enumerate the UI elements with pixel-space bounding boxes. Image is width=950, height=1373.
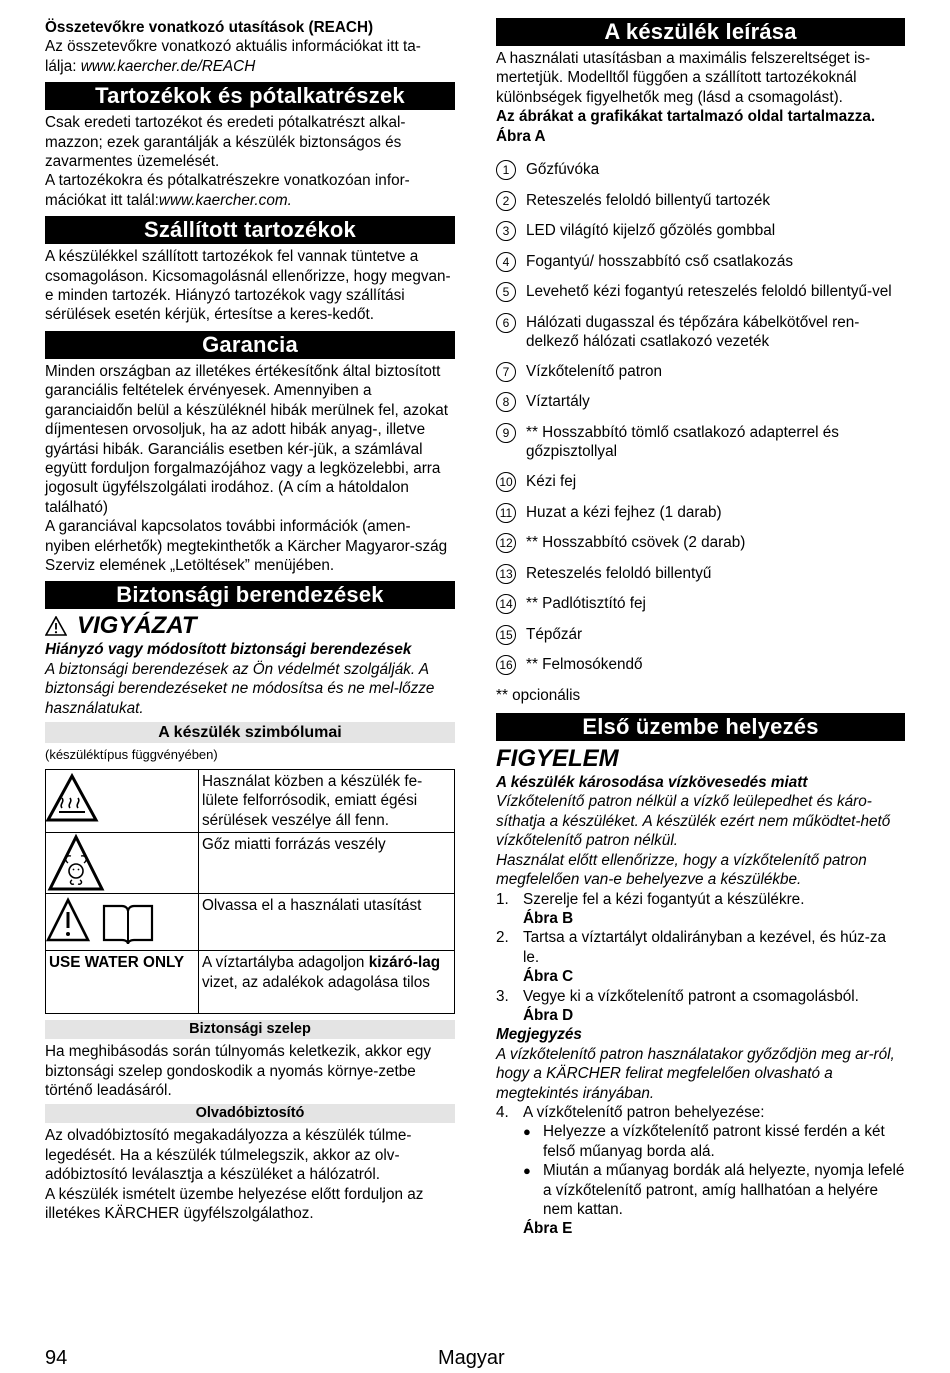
part-number: 1 <box>496 160 516 180</box>
step-figure-ref: Ábra B <box>523 909 574 927</box>
list-item <box>496 313 905 352</box>
list-item <box>496 221 905 241</box>
part-number: 15 <box>496 625 516 645</box>
valve-paragraph: Ha meghibásodás során túlnyomás keletkezik, akkor egy biztonsági szelep gondoskodik a nyomás környe-zetbe történő leadásáról. <box>45 1043 432 1099</box>
symbol-text: Olvassa el a használati utasítást <box>199 894 455 951</box>
symbol-row <box>46 769 455 832</box>
list-item <box>496 160 905 180</box>
part-label: ** Felmosókendő <box>526 656 643 674</box>
footer-language: Magyar <box>438 1347 505 1369</box>
fuse-heading: Olvadóbiztosító <box>45 1104 455 1123</box>
part-number: 7 <box>496 362 516 382</box>
accessories-paragraph-1: Csak eredeti tartozékot és eredeti pótalkatrészt alkal-mazzon; ezek garantálják a készülék biztonságos és zavarmentes üzemelését. <box>45 114 406 171</box>
warranty-paragraph-2: A garanciával kapcsolatos további információk (amen-nyiben elérhetők) megtekinthetők a Kärcher Magyaror-szág Szerviz elemének „Letöltések” menüjében. <box>45 518 448 574</box>
step-figure-ref: Ábra D <box>523 1006 574 1024</box>
part-label: Kézi fej <box>526 473 577 491</box>
step-item: 2. Tartsa a víztartályt oldalirányban a kezével, és húz-za le. <box>496 929 887 966</box>
note-title: Megjegyzés <box>496 1026 582 1044</box>
parts-list <box>496 160 905 675</box>
step-item: 4. A vízkőtelenítő patron behelyezése: <box>496 1103 765 1121</box>
figure-a-ref: Ábra A <box>496 127 546 145</box>
part-number: 2 <box>496 191 516 211</box>
valve-heading: Biztonsági szelep <box>45 1020 455 1039</box>
part-label: ** Padlótisztító fej <box>526 595 646 613</box>
symbol-icon-cell <box>46 769 199 832</box>
figure-e-ref: Ábra E <box>523 1220 573 1238</box>
part-number: 12 <box>496 533 516 553</box>
delivery-paragraph: A készülékkel szállított tartozékok fel vannak tüntetve a csomagoláson. Kicsomagolásnál ellenőrizze, hogy megvan-e minden tartozék. Hiányzó tartozékok vagy szállítási sérülések esetén kérjük, értesítse a keres-kedőt. <box>45 248 451 324</box>
step-item: 1. Szerelje fel a kézi fogantyút a készülékre. <box>496 890 805 908</box>
part-number: 14 <box>496 594 516 614</box>
description-paragraph: A használati utasításban a maximális felszereltséget is-mertetjük. Modelltől függően a szállított tartozékoknál különbségek figyelhetők meg (lásd a csomagolást). <box>496 50 871 106</box>
part-label: Hálózati dugasszal és tépőzára kábelkötővel ren-delkező hálózati csatlakozó vezeték <box>526 313 860 350</box>
bullet-item: ● Helyezze a vízkőtelenítő patront kissé ferdén a két felső műanyag borda alá. <box>523 1123 885 1160</box>
warning-triangle-icon <box>45 616 67 636</box>
list-item <box>496 362 905 382</box>
caution-subtitle: Hiányzó vagy módosított biztonsági berendezések <box>45 641 412 659</box>
page-number: 94 <box>45 1347 68 1369</box>
list-item <box>496 191 905 211</box>
part-label: Fogantyú/ hosszabbító cső csatlakozás <box>526 252 793 270</box>
part-number: 10 <box>496 472 516 492</box>
list-item <box>496 533 905 553</box>
steam-scald-warning-icon <box>46 833 198 893</box>
part-label: Huzat a kézi fejhez (1 darab) <box>526 503 722 521</box>
list-item <box>496 655 905 675</box>
notice-subtitle: A készülék károsodása vízkövesedés miatt <box>496 774 808 792</box>
read-manual-icon <box>46 894 198 946</box>
symbol-row <box>46 951 455 1014</box>
list-item <box>496 252 905 272</box>
symbol-text: A víztartályba adagoljon kizáró-lag vizet, az adalékok adagolása tilos <box>199 951 455 1014</box>
fuse-paragraph-1: Az olvadóbiztosító megakadályozza a készülék túlme-legedését. Ha a készülék túlmelegszik, akkor az olv-adóbiztosító leválasztja a készüléket a hálózatról. <box>45 1127 412 1184</box>
part-number: 13 <box>496 564 516 584</box>
accessories-paragraph-2: A tartozékokra és pótalkatrészekre vonatkozóan infor-mációkat itt talál:www.kaercher.com. <box>45 172 410 209</box>
part-number: 3 <box>496 221 516 241</box>
list-item <box>496 503 905 523</box>
part-number: 6 <box>496 313 516 333</box>
part-label: Reteszelés feloldó billentyű <box>526 564 712 582</box>
symbol-row <box>46 894 455 951</box>
bullet-icon: ● <box>523 1163 531 1179</box>
part-label: Vízkőtelenítő patron <box>526 362 663 380</box>
step-figure-ref: Ábra C <box>523 968 574 986</box>
part-number: 5 <box>496 282 516 302</box>
symbol-icon-cell <box>46 833 199 894</box>
notice-paragraph-2: Használat előtt ellenőrizze, hogy a vízkőtelenítő patron megfelelően van-e behelyezve a készülékbe. <box>496 851 867 889</box>
kaercher-link[interactable]: www.kaercher.com. <box>158 191 292 209</box>
steps-list <box>496 890 905 1026</box>
part-label: LED világító kijelző gőzölés gombbal <box>526 222 776 240</box>
list-item <box>496 392 905 412</box>
part-number: 4 <box>496 252 516 272</box>
part-label: Víztartály <box>526 393 590 411</box>
note-paragraph: A vízkőtelenítő patron használatakor győződjön meg ar-ról, hogy a KÄRCHER felirat megfelelően olvasható a megtekintés irányában. <box>496 1045 895 1102</box>
step-4 <box>496 1103 905 1122</box>
symbol-text: Gőz miatti forrázás veszély <box>199 833 455 894</box>
list-item <box>496 594 905 614</box>
hot-surface-warning-icon <box>46 770 198 826</box>
list-item <box>496 472 905 492</box>
list-item <box>496 423 905 462</box>
part-number: 11 <box>496 503 516 523</box>
left-column <box>45 18 455 1223</box>
part-label: Gőzfúvóka <box>526 161 600 179</box>
reach-title: Összetevőkre vonatkozó utasítások (REACH) <box>45 19 374 36</box>
notice-paragraph-1: Vízkőtelenítő patron nélkül a vízkő leülepedhet és káro-síthatja a készüléket. A készülék ezért nem működtet-hető vízkőtelenítő patron nélkül. <box>496 793 891 850</box>
description-heading: A készülék leírása <box>496 18 905 46</box>
notice-title: FIGYELEM <box>496 745 619 773</box>
symbol-text: Használat közben a készülék fe-lülete felforrósodik, emiatt égési sérülések veszélye áll fenn. <box>199 769 455 832</box>
warranty-heading: Garancia <box>45 331 455 359</box>
caution-text: A biztonsági berendezések az Ön védelmét szolgálják. A biztonsági berendezéseket ne módosítsa és ne mel-lőzze használatukat. <box>45 660 435 717</box>
delivery-heading: Szállított tartozékok <box>45 216 455 244</box>
fuse-paragraph-2: A készülék ismételt üzembe helyezése előtt forduljon az illetékes KÄRCHER ügyfélszolgálathoz. <box>45 1185 424 1223</box>
step-item: 3. Vegye ki a vízkőtelenítő patront a csomagolásból. <box>496 987 859 1005</box>
safety-heading: Biztonsági berendezések <box>45 581 455 609</box>
symbol-icon-cell <box>46 894 199 951</box>
reach-link[interactable]: www.kaercher.de/REACH <box>80 57 256 75</box>
part-label: ** Hosszabbító tömlő csatlakozó adapterrel és gőzpisztollyal <box>526 423 839 461</box>
description-note: Az ábrákat a grafikákat tartalmazó oldal tartalmazza. <box>496 108 876 126</box>
part-label: ** Hosszabbító csövek (2 darab) <box>526 534 746 552</box>
warranty-paragraph-1: Minden országban az illetékes értékesítőnk által biztosított garanciális feltételek érvényesek. Amennyiben a garanciaidőn belül a készüléknél hibák merülnek fel, azokat díjmentesen orvosoljuk, ha az adott hibák anyag-, illetve gyártási hibák. Garanciális esetben kér-jük, a számlával együtt forduljon forgalmazójához vagy a legközelebbi, arra jogosult ügyfélszolgálati irodához. (A cím a hátoldalon található) <box>45 362 449 516</box>
list-item <box>496 282 905 302</box>
caution-title: VIGYÁZAT <box>45 612 455 640</box>
bullet-icon: ● <box>523 1124 531 1140</box>
symbol-row <box>46 833 455 894</box>
part-number: 9 <box>496 423 516 443</box>
optional-note: ** opcionális <box>496 686 581 704</box>
part-label: Levehető kézi fogantyú reteszelés feloldó billentyű-vel <box>526 283 892 301</box>
accessories-heading: Tartozékok és pótalkatrészek <box>45 82 455 110</box>
part-label: Tépőzár <box>526 625 583 643</box>
bullet-item: ● Miután a műanyag bordák alá helyezte, nyomja lefelé a vízkőtelenítő patront, amíg hallhatóan a helyére nem kattan. <box>523 1162 905 1218</box>
part-number: 8 <box>496 392 516 412</box>
right-column <box>496 18 905 1239</box>
reach-text: Az összetevőkre vonatkozó aktuális információkat itt ta- lálja: www.kaercher.de/REACH <box>45 38 421 75</box>
list-item <box>496 564 905 584</box>
part-label: Reteszelés feloldó billentyű tartozék <box>526 191 771 209</box>
symbols-heading: A készülék szimbólumai <box>45 722 455 743</box>
symbols-table <box>45 769 455 1014</box>
list-item <box>496 625 905 645</box>
first-use-heading: Első üzembe helyezés <box>496 713 905 741</box>
use-water-only-label: USE WATER ONLY <box>46 951 199 1014</box>
part-number: 16 <box>496 655 516 675</box>
symbols-note: (készüléktípus függvényében) <box>45 746 218 762</box>
